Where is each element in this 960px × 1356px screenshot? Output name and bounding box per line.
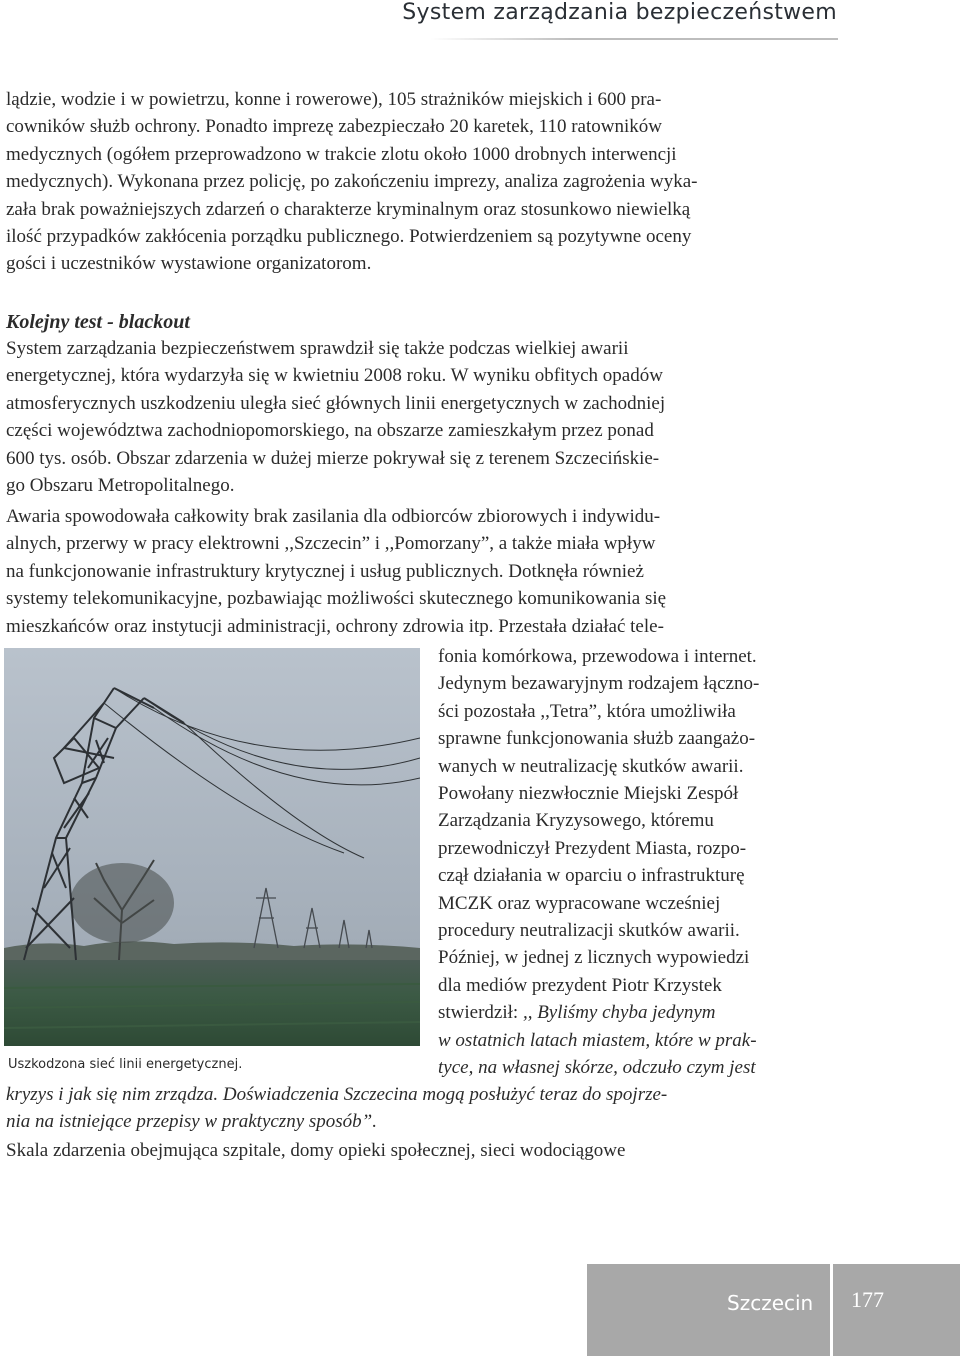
text-line: Jedynym bezawaryjnym rodzajem łączno- xyxy=(438,673,760,695)
closing-paragraph xyxy=(6,1137,625,1164)
text-run: stwierdził: xyxy=(438,1002,523,1024)
text-line: dla mediów prezydent Piotr Krzystek xyxy=(438,974,722,996)
text-line: części województwa zachodniopomorskiego, na obszarze zamieszkałym przez ponad xyxy=(6,420,654,442)
text-line: medycznych (ogółem przeprowadzono w trakcie zlotu około 1000 drobnych interwencji xyxy=(6,143,677,165)
quote-line: kryzys i jak się nim zrządza. Doświadczenia Szczecina mogą posłużyć teraz do spojrze- xyxy=(6,1084,668,1105)
text-line: medycznych). Wykonana przez policję, po zakończeniu imprezy, analiza zagrożenia wyka- xyxy=(6,171,698,193)
quote-line: nia na istniejące przepisy w praktyczny sposób”. xyxy=(6,1111,377,1133)
section-heading: Kolejny test - blackout xyxy=(6,311,190,333)
power-line-photo xyxy=(4,648,420,1046)
damaged-power-line-image xyxy=(4,648,420,1046)
text-line: atmosferycznych uszkodzeniu uległa sieć głównych linii energetycznych w zachodniej xyxy=(6,392,666,414)
text-line: System zarządzania bezpieczeństwem sprawdził się także podczas wielkiej awarii xyxy=(6,338,629,359)
text-line: Skala zdarzenia obejmująca szpitale, domy opieki społecznej, sieci wodociągowe xyxy=(6,1140,626,1161)
outage-paragraph xyxy=(6,503,666,640)
text-line: go Obszaru Metropolitalnego. xyxy=(6,475,235,497)
header-rule xyxy=(430,38,838,40)
text-line: cowników służb ochrony. Ponadto imprezę zabezpieczało 20 karetek, 110 ratowników xyxy=(6,116,662,138)
text-line: ści pozostała ,,Tetra”, która umożliwiła xyxy=(438,700,736,722)
text-line: ilość przypadków zakłócenia porządku publicznego. Potwierdzeniem są pozytywne oceny xyxy=(6,226,692,248)
footer-divider xyxy=(830,1264,833,1356)
text-line: czął działania w oparciu o infrastrukturę xyxy=(438,865,745,887)
text-line: zała brak poważniejszych zdarzeń o charakterze kryminalnym oraz stosunkowo niewielką xyxy=(6,198,691,220)
text-line: gości i uczestników wystawione organizatorom. xyxy=(6,253,372,275)
running-header: System zarządzania bezpieczeństwem xyxy=(402,0,837,25)
quote-line: tyce, na własnej skórze, odczuło czym jest xyxy=(438,1057,756,1079)
text-line: MCZK oraz wypracowane wcześniej xyxy=(438,892,721,914)
text-line: na funkcjonowanie infrastruktury krytycznej i usług publicznych. Dotknęła również xyxy=(6,560,644,582)
text-line: lądzie, wodzie i w powietrzu, konne i rowerowe), 105 strażników miejskich i 600 pra- xyxy=(6,89,662,110)
text-line: procedury neutralizacji skutków awarii. xyxy=(438,920,740,942)
text-line xyxy=(438,999,759,1026)
text-line: systemy telekomunikacyjne, pozbawiając możliwości skutecznego komunikowania się xyxy=(6,588,667,610)
text-line: Zarządzania Kryzysowego, któremu xyxy=(438,810,714,832)
text-line: sprawne funkcjonowania służb zaangażo- xyxy=(438,728,756,750)
text-line: przewodniczył Prezydent Miasta, rozpo- xyxy=(438,837,747,859)
text-line: fonia komórkowa, przewodowa i internet. xyxy=(438,646,757,667)
text-line: energetycznej, która wydarzyła się w kwietniu 2008 roku. W wyniku obfitych opadów xyxy=(6,365,663,387)
text-line: Powołany niezwłocznie Miejski Zespół xyxy=(438,783,739,805)
footer-city: Szczecin xyxy=(727,1291,814,1315)
page-number: 177 xyxy=(851,1287,884,1312)
text-line: wanych w neutralizację skutków awarii. xyxy=(438,755,744,777)
quote-start: ,, Byliśmy chyba jedynym xyxy=(522,1002,716,1024)
figure-caption: Uszkodzona sieć linii energetycznej. xyxy=(8,1057,243,1072)
wrapped-paragraph xyxy=(438,643,759,1082)
intro-paragraph xyxy=(6,86,836,278)
text-line: Awaria spowodowała całkowity brak zasilania dla odbiorców zbiorowych i indywidu- xyxy=(6,506,661,527)
text-line: mieszkańców oraz instytucji administracji, ochrony zdrowia itp. Przestała działać tele- xyxy=(6,615,664,637)
text-line: Później, w jednej z licznych wypowiedzi xyxy=(438,947,750,969)
quote-continuation xyxy=(6,1081,667,1136)
blackout-paragraph xyxy=(6,335,665,499)
text-line: alnych, przerwy w pracy elektrowni ,,Szczecin” i ,,Pomorzany”, a także miała wpływ xyxy=(6,533,656,555)
quote-line: w ostatnich latach miastem, które w prak- xyxy=(438,1029,757,1051)
text-line: 600 tys. osób. Obszar zdarzenia w dużej mierze pokrywał się z terenem Szczecińskie- xyxy=(6,447,660,469)
